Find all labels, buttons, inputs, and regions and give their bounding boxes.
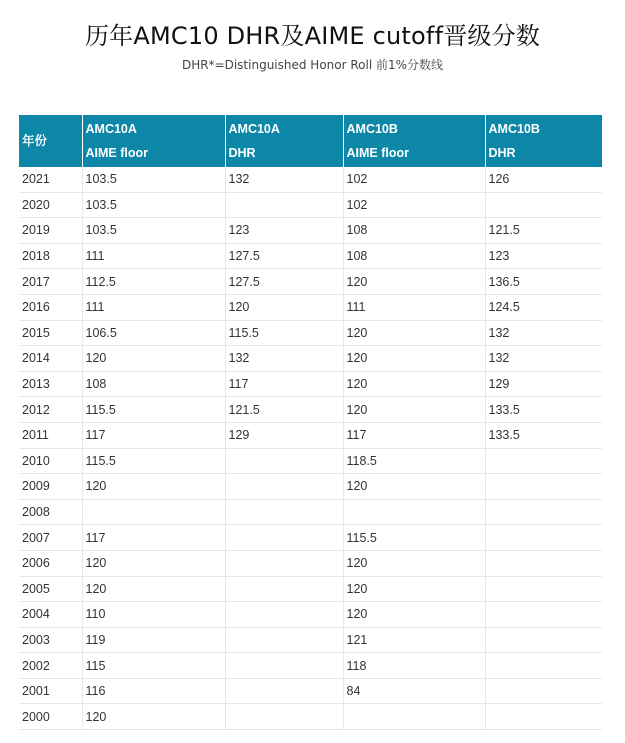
amc10b-aime-floor-cell: 120 [343, 397, 485, 423]
header-line-2: AIME floor [85, 146, 148, 160]
table-row [19, 320, 602, 346]
amc10a-aime-floor-cell: 103.5 [82, 192, 225, 218]
amc10a-dhr-cell: 120 [225, 294, 343, 320]
amc10a-dhr-cell: 129 [225, 422, 343, 448]
amc10b-dhr-cell: 132 [485, 346, 602, 372]
amc10a-aime-floor-cell: 115.5 [82, 448, 225, 474]
table-row [19, 294, 602, 320]
amc10a-dhr-cell: 127.5 [225, 243, 343, 269]
header-line-1: AMC10A [85, 122, 137, 136]
table-row [19, 192, 602, 218]
amc10a-aime-floor-cell: 120 [82, 474, 225, 500]
table-row [19, 397, 602, 423]
year-cell: 2007 [19, 525, 82, 551]
table-row [19, 218, 602, 244]
amc10b-dhr-cell [485, 499, 602, 525]
amc10a-dhr-cell: 123 [225, 218, 343, 244]
amc10b-dhr-cell [485, 704, 602, 730]
amc10b-aime-floor-cell [343, 499, 485, 525]
amc10b-aime-floor-cell: 120 [343, 269, 485, 295]
amc10b-dhr-cell [485, 678, 602, 704]
amc10b-dhr-cell: 123 [485, 243, 602, 269]
amc10b-dhr-cell: 136.5 [485, 269, 602, 295]
amc10a-aime-floor-cell: 115 [82, 653, 225, 679]
year-cell: 2001 [19, 678, 82, 704]
year-cell: 2019 [19, 218, 82, 244]
year-cell: 2013 [19, 371, 82, 397]
header-amc10b-dhr [485, 115, 602, 167]
header-line-1: AMC10B [488, 122, 540, 136]
year-cell: 2006 [19, 550, 82, 576]
amc10b-aime-floor-cell: 120 [343, 576, 485, 602]
year-cell: 2020 [19, 192, 82, 218]
amc10a-aime-floor-cell: 115.5 [82, 397, 225, 423]
amc10a-dhr-cell [225, 525, 343, 551]
table-header [19, 115, 602, 167]
amc10b-dhr-cell [485, 602, 602, 628]
amc10a-aime-floor-cell: 106.5 [82, 320, 225, 346]
table-row [19, 499, 602, 525]
amc10b-dhr-cell [485, 550, 602, 576]
table-row [19, 346, 602, 372]
table-row [19, 627, 602, 653]
table-row [19, 448, 602, 474]
year-cell: 2002 [19, 653, 82, 679]
header-amc10b-aime-floor [343, 115, 485, 167]
amc10b-dhr-cell: 124.5 [485, 294, 602, 320]
year-cell: 2000 [19, 704, 82, 730]
amc10a-dhr-cell: 132 [225, 346, 343, 372]
amc10b-aime-floor-cell: 120 [343, 320, 485, 346]
header-line-1: AMC10B [346, 122, 398, 136]
amc10b-aime-floor-cell: 102 [343, 192, 485, 218]
amc10b-aime-floor-cell: 120 [343, 474, 485, 500]
amc10b-aime-floor-cell [343, 704, 485, 730]
amc10a-aime-floor-cell: 111 [82, 243, 225, 269]
header-amc10a-dhr [225, 115, 343, 167]
amc10b-dhr-cell [485, 448, 602, 474]
amc10a-aime-floor-cell: 111 [82, 294, 225, 320]
amc10b-dhr-cell [485, 627, 602, 653]
amc10b-aime-floor-cell: 108 [343, 218, 485, 244]
amc10a-aime-floor-cell: 117 [82, 422, 225, 448]
amc10a-dhr-cell [225, 627, 343, 653]
amc10b-aime-floor-cell: 84 [343, 678, 485, 704]
table-row [19, 167, 602, 192]
amc10b-dhr-cell: 126 [485, 167, 602, 192]
amc10a-aime-floor-cell: 110 [82, 602, 225, 628]
amc10a-aime-floor-cell: 117 [82, 525, 225, 551]
amc10a-aime-floor-cell: 103.5 [82, 167, 225, 192]
table-row [19, 243, 602, 269]
header-line-1: 年份 [22, 134, 48, 148]
header-year [19, 115, 82, 167]
amc10a-dhr-cell: 121.5 [225, 397, 343, 423]
amc10a-dhr-cell [225, 550, 343, 576]
amc10b-aime-floor-cell: 118 [343, 653, 485, 679]
year-cell: 2016 [19, 294, 82, 320]
amc10b-aime-floor-cell: 115.5 [343, 525, 485, 551]
header-line-2: DHR [228, 146, 256, 160]
year-cell: 2010 [19, 448, 82, 474]
table-row [19, 269, 602, 295]
table-row [19, 550, 602, 576]
amc10b-aime-floor-cell: 102 [343, 167, 485, 192]
amc10b-dhr-cell: 129 [485, 371, 602, 397]
amc10a-dhr-cell [225, 576, 343, 602]
table-row [19, 422, 602, 448]
amc10b-aime-floor-cell: 118.5 [343, 448, 485, 474]
amc10a-aime-floor-cell: 103.5 [82, 218, 225, 244]
amc10a-aime-floor-cell: 120 [82, 704, 225, 730]
cutoff-table [19, 115, 602, 730]
year-cell: 2012 [19, 397, 82, 423]
amc10b-aime-floor-cell: 120 [343, 346, 485, 372]
amc10a-dhr-cell [225, 602, 343, 628]
amc10b-dhr-cell [485, 474, 602, 500]
amc10b-dhr-cell: 121.5 [485, 218, 602, 244]
amc10a-dhr-cell [225, 192, 343, 218]
table-row [19, 602, 602, 628]
amc10b-dhr-cell [485, 576, 602, 602]
year-cell: 2018 [19, 243, 82, 269]
table-body [19, 167, 602, 730]
amc10a-dhr-cell [225, 653, 343, 679]
header-amc10a-aime-floor [82, 115, 225, 167]
amc10a-aime-floor-cell: 120 [82, 346, 225, 372]
year-cell: 2017 [19, 269, 82, 295]
amc10b-aime-floor-cell: 120 [343, 550, 485, 576]
table-row [19, 576, 602, 602]
table-row [19, 653, 602, 679]
amc10a-aime-floor-cell [82, 499, 225, 525]
header-line-2: DHR [488, 146, 516, 160]
amc10a-dhr-cell [225, 499, 343, 525]
amc10b-dhr-cell: 133.5 [485, 397, 602, 423]
year-cell: 2014 [19, 346, 82, 372]
amc10a-aime-floor-cell: 112.5 [82, 269, 225, 295]
amc10b-dhr-cell [485, 525, 602, 551]
year-cell: 2008 [19, 499, 82, 525]
amc10b-dhr-cell [485, 653, 602, 679]
year-cell: 2011 [19, 422, 82, 448]
table-row [19, 704, 602, 730]
table-row [19, 525, 602, 551]
amc10a-aime-floor-cell: 116 [82, 678, 225, 704]
year-cell: 2009 [19, 474, 82, 500]
table-row [19, 371, 602, 397]
amc10a-dhr-cell [225, 704, 343, 730]
header-line-1: AMC10A [228, 122, 280, 136]
year-cell: 2005 [19, 576, 82, 602]
amc10b-dhr-cell: 133.5 [485, 422, 602, 448]
amc10a-dhr-cell: 117 [225, 371, 343, 397]
year-cell: 2004 [19, 602, 82, 628]
header-line-2: AIME floor [346, 146, 409, 160]
amc10b-aime-floor-cell: 121 [343, 627, 485, 653]
amc10a-aime-floor-cell: 108 [82, 371, 225, 397]
amc10b-aime-floor-cell: 120 [343, 371, 485, 397]
page-subtitle: DHR*=Distinguished Honor Roll 前1%分数线 [181, 58, 444, 72]
amc10b-aime-floor-cell: 108 [343, 243, 485, 269]
amc10a-dhr-cell [225, 474, 343, 500]
amc10b-dhr-cell: 132 [485, 320, 602, 346]
amc10a-dhr-cell [225, 678, 343, 704]
page-title: 历年AMC10 DHR及AIME cutoff晋级分数 [84, 22, 541, 50]
header-row [19, 115, 602, 167]
amc10b-aime-floor-cell: 111 [343, 294, 485, 320]
amc10a-dhr-cell: 132 [225, 167, 343, 192]
amc10b-aime-floor-cell: 120 [343, 602, 485, 628]
amc10a-dhr-cell: 127.5 [225, 269, 343, 295]
amc10a-aime-floor-cell: 119 [82, 627, 225, 653]
amc10b-aime-floor-cell: 117 [343, 422, 485, 448]
table-row [19, 678, 602, 704]
year-cell: 2015 [19, 320, 82, 346]
amc10a-aime-floor-cell: 120 [82, 550, 225, 576]
amc10a-dhr-cell: 115.5 [225, 320, 343, 346]
amc10a-dhr-cell [225, 448, 343, 474]
amc10b-dhr-cell [485, 192, 602, 218]
year-cell: 2021 [19, 167, 82, 192]
table-row [19, 474, 602, 500]
year-cell: 2003 [19, 627, 82, 653]
amc10a-aime-floor-cell: 120 [82, 576, 225, 602]
